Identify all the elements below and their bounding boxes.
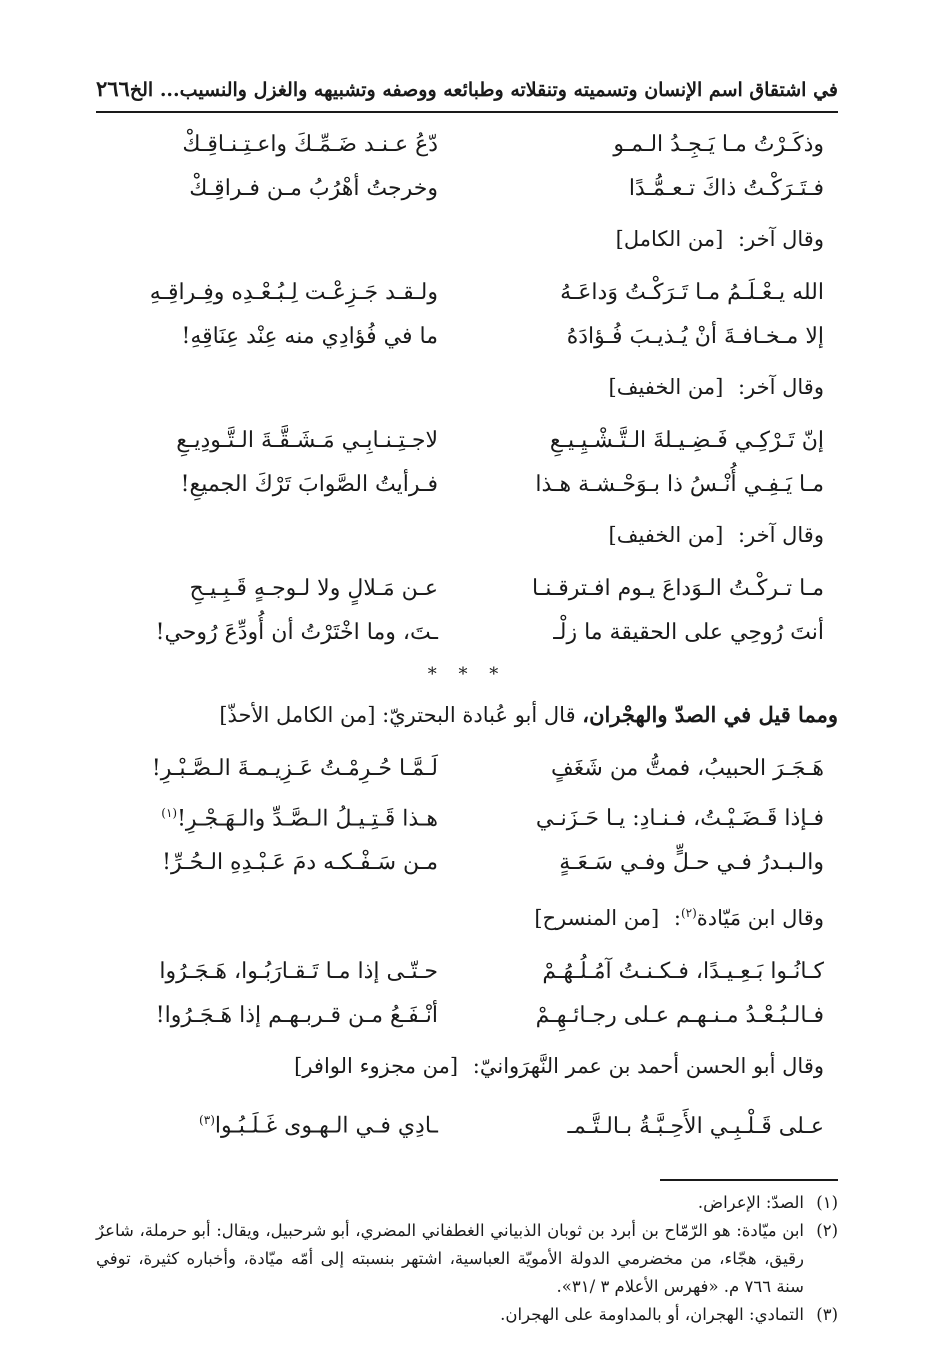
poem-1: [96, 123, 838, 211]
verse: [96, 611, 838, 655]
running-header: [96, 72, 838, 113]
hemistich-second: [96, 791, 438, 841]
hemistich-first: مـا تـركْـتُ الـوَداعَ يـوم افـترقـنـا: [532, 576, 824, 601]
section-divider: * * *: [427, 664, 507, 685]
footnote-rule-wrap: [96, 1149, 838, 1181]
poem-intro: [96, 365, 838, 409]
meter-label: [من الكامل الأحذّ]: [219, 703, 376, 727]
hemistich-first: إلا مـخـافـةَ أنْ يُـذيـبَ فُـؤادَهُ: [566, 324, 824, 349]
footnote-text: التمادي: الهجران، أو بالمداومة على الهجران.: [500, 1304, 804, 1324]
intro-text: وقال آخر:: [738, 375, 824, 399]
poem-3: [96, 419, 838, 507]
hemistich-second: فـرأيتُ الصَّوابَ تَرْكَ الجميعِ!: [180, 472, 438, 497]
hemistich-first: أنتَ رُوحِي على الحقيقة ما زلْـ: [553, 620, 824, 645]
meter-label: [من الخفيف]: [608, 375, 724, 399]
poem-intro: [96, 891, 838, 940]
hemistich-first: الله يـعْـلَـمُ مـا تَـرَكْـتُ وَداعَـهُ: [560, 280, 824, 305]
verse: [96, 167, 838, 211]
hemistich-second: عـن مَـلالٍ ولا لـوجـهٍ قَـبِـيـحِ: [189, 576, 438, 601]
verse: [96, 791, 838, 841]
hemistich-first: فـالـبُـعْـدُ مـنـهـم عـلى رجـائـهِـمْ: [535, 1003, 824, 1029]
meter-label: [من المنسرح]: [534, 906, 660, 931]
footnote-ref[interactable]: (١): [161, 806, 178, 820]
hemistich-second: أنْـفَـعُ مـن قـربـهـم إذا هَـجَـرُوا!: [155, 1003, 438, 1029]
meter-label: [من مجزوء الوافر]: [294, 1054, 459, 1079]
hemistich-second: ـتَ، وما اخْتَرْتُ أن أُودِّعَ رُوحي!: [155, 620, 438, 645]
poem-buhturi: [96, 747, 838, 885]
verse: [96, 315, 838, 359]
hemistich-first: والـبـدرُ فـي حـلٍّ وفـي سَـعَـةٍ: [559, 850, 824, 876]
hemistich-first: فـإذا قَـضَـيْـتُ، فـنـادِ: يـا حَـزَنـي: [535, 806, 824, 832]
hemistich-first: كـانُـوا بَـعِـيـدًا، فـكـنـتُ آمُـلُـهُـمْ: [542, 959, 824, 985]
intro-colon: :: [673, 906, 681, 931]
hemistich-second: دّعُ عـنـد ضَـمِّـكَ واعـتِـنـاقِـكْ: [182, 132, 438, 157]
hemistich-first: إنّ تَـرْكِـي فَـضِـيـلةَ الـتَّـشْـيِـيـعِ: [549, 428, 824, 453]
poem-intro: [96, 217, 838, 261]
footnote-separator: [660, 1179, 838, 1181]
section-intro: [96, 693, 838, 737]
intro-text: قال أبو عُبادة البحتريّ:: [382, 703, 576, 727]
verse: [96, 271, 838, 315]
hemistich-second: [96, 1098, 438, 1148]
footnote: [96, 1301, 838, 1329]
footnote-text: ابن ميّادة: هو الرّمّاح بن أبرد بن ثوبان الذبياني الغطفاني المضري، أبو شرحبيل، ويقال: أبو حرملة، شاعرٌ رقيق، هجّاء، من مخضرمي الدولة الأمويّة العباسية، اشتهر بنسبته إلى أمّه ميّادة، وأخباره كثيرة، توفي سنة ٧٦٦ م. «فهرس الأعلام ٣ /٣١».: [96, 1220, 804, 1296]
footnote: [96, 1217, 838, 1301]
poem-4: [96, 567, 838, 655]
verse: [96, 950, 838, 994]
verse: [96, 123, 838, 167]
poem-nahrawani: [96, 1098, 838, 1148]
hemistich-first: مـا يَـفِـي أُنْـسُ ذا بـوَحْـشـة هـذا: [535, 472, 824, 497]
poem-intro: [96, 1044, 838, 1088]
verse: [96, 419, 838, 463]
footnote-number: (٢): [816, 1220, 838, 1240]
poem-2: [96, 271, 838, 359]
hemistich-first: هَـجَـرَ الحبيبُ، فمتُّ من شَغَفٍ: [551, 756, 824, 781]
footnote-text: الصدّ: الإعراض.: [697, 1192, 804, 1212]
page-number: ٢٦٦: [96, 76, 130, 101]
hemistich-second: وخرجتُ أهْرُبُ مـن فـراقِـكْ: [189, 176, 438, 201]
hemistich-text: هـذا قَـتِـيـلُ الـصَّـدِّ والـهَـجْـرِ!: [177, 806, 438, 832]
verse: [96, 747, 838, 791]
meter-label: [من الكامل]: [615, 227, 724, 251]
poem-intro: [96, 513, 838, 557]
poem-ibn-mayyada: [96, 950, 838, 1038]
running-title: في اشتقاق اسم الإنسان وتسميته وتنقلاته وطبائعه ووصفه وتشبيهه والغزل والنسيب... الخ: [129, 79, 838, 101]
verse: [96, 841, 838, 885]
hemistich-second: لاجـتِـنـابِـي مَـشَـقَّـةَ الـتَّـودِيـعِ: [176, 428, 438, 453]
footnote-number: (١): [816, 1192, 838, 1212]
hemistich-first: عـلى قَـلْـبِـي الأَحِـبَّـةُ بـالـتَّـمـ: [567, 1113, 824, 1139]
verse: [96, 1098, 838, 1148]
section-heading: ومما قيل في الصدّ والهجْران،: [582, 702, 838, 727]
verse: [96, 567, 838, 611]
hemistich-first: فـتَـرَكْـتُ ذاكَ تـعـمُّـدًا: [628, 176, 824, 201]
hemistich-second: ولـقـد جَـزِعْـت لِـبُـعْـدِه وفِـراقِـهِ: [149, 280, 438, 305]
footnote-ref[interactable]: (٣): [199, 1113, 215, 1128]
intro-text: وقال آخر:: [738, 523, 824, 547]
hemistich-text: ـادِي فـي الـهـوى غَـلَـبُـوا: [214, 1113, 438, 1139]
verse: [96, 463, 838, 507]
book-page: [96, 72, 838, 1332]
footnote-ref[interactable]: (٢): [680, 906, 697, 921]
footnote-number: (٣): [816, 1304, 838, 1324]
intro-text: وقال أبو الحسن أحمد بن عمر النَّهرَوانيّ:: [472, 1054, 824, 1079]
hemistich-second: حـتّـى إذا مـا تَـقـارَبُـوا، هَـجَـرُوا: [159, 959, 438, 985]
intro-text: وقال آخر:: [738, 227, 824, 251]
meter-label: [من الخفيف]: [608, 523, 724, 547]
verse: [96, 994, 838, 1038]
hemistich-first: وذكَـرْتُ مـا يَـجِـدُ الـمـو: [613, 132, 824, 157]
footnote: [96, 1189, 838, 1217]
intro-text: وقال ابن مَيّادة: [696, 906, 824, 931]
hemistich-second: ما في فُؤادِي منه عِنْد عِنَاقِهِ!: [181, 324, 438, 349]
footnotes: [96, 1189, 838, 1329]
hemistich-second: لَـمَّـا حُـرِمْـتُ عَـزِيـمـةَ الـصَّـبْـرِ!: [151, 756, 438, 781]
hemistich-second: مـن سَـفْـكـه دمَ عَـبْـدِهِ الـحُـرِّ!: [162, 850, 438, 876]
